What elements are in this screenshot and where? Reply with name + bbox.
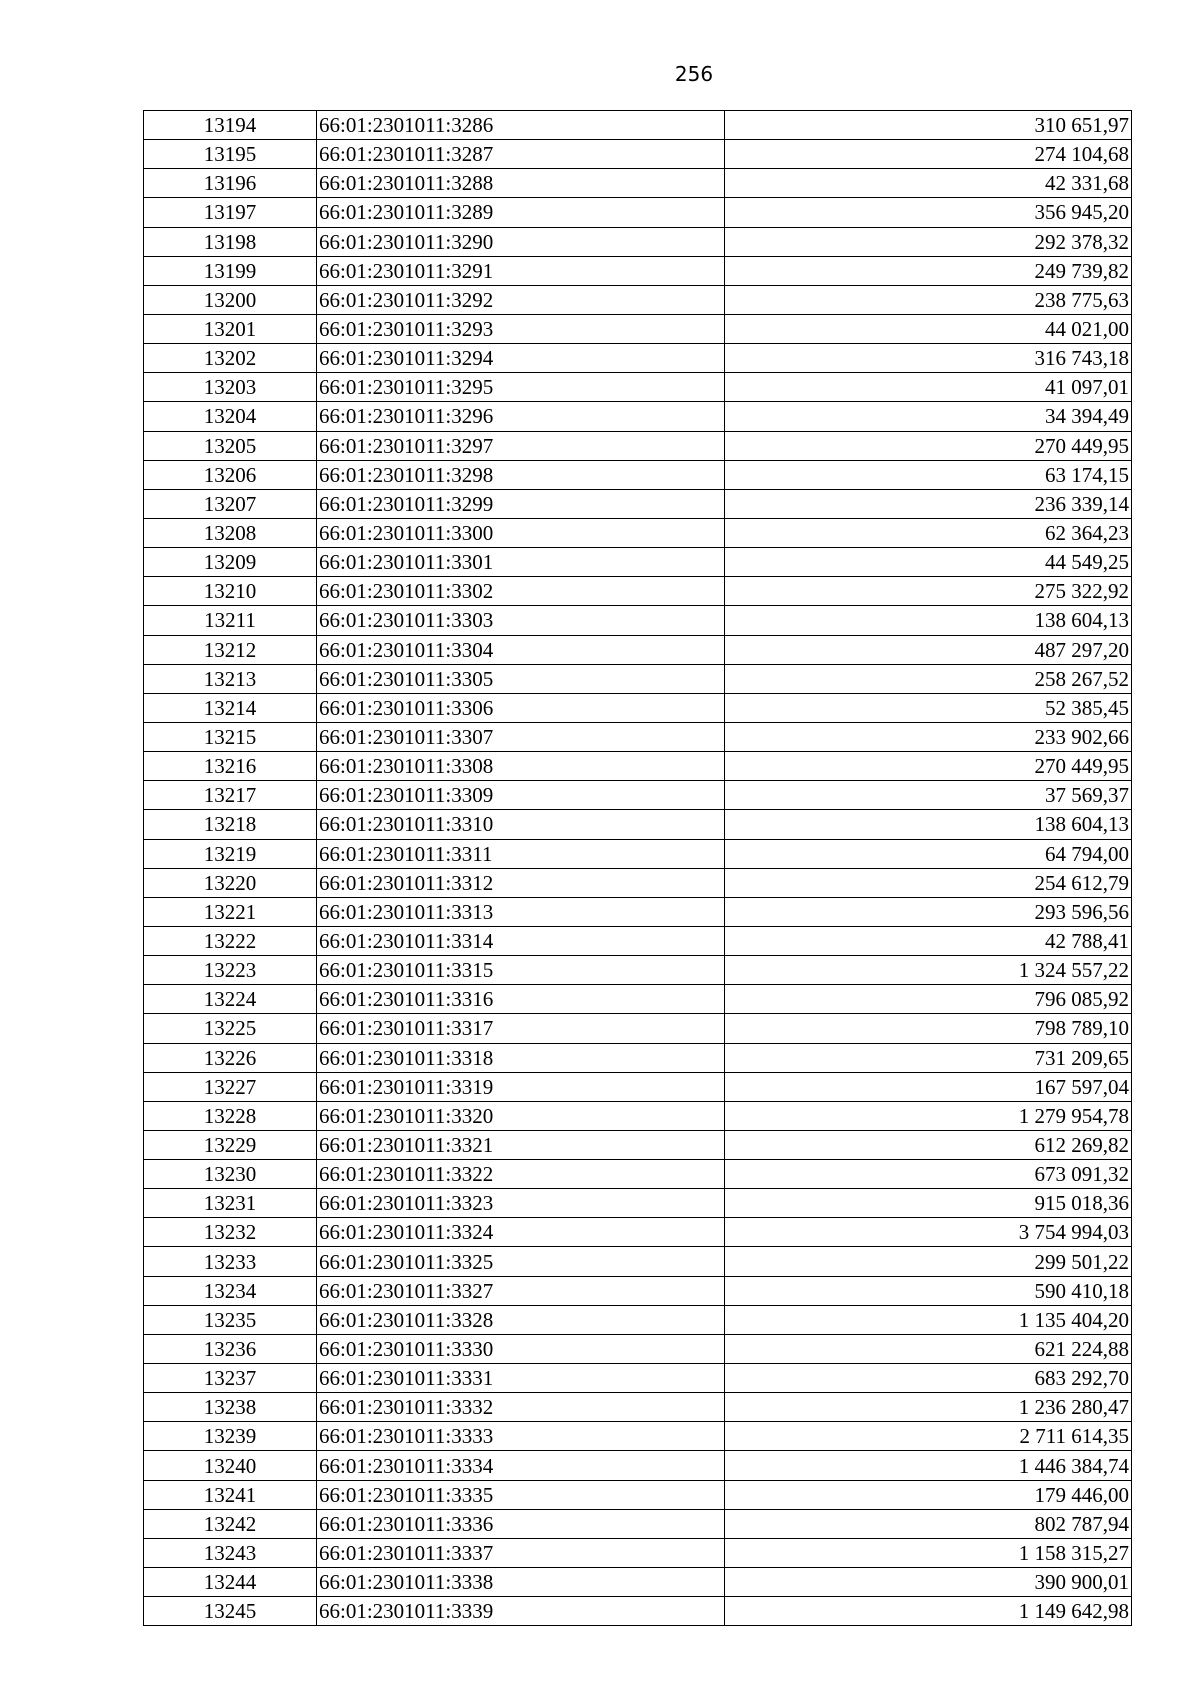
value-cell: 2 711 614,35 [725, 1422, 1132, 1451]
value-cell: 34 394,49 [725, 402, 1132, 431]
cadastral-number-cell: 66:01:2301011:3338 [317, 1568, 725, 1597]
cadastral-number-cell: 66:01:2301011:3296 [317, 402, 725, 431]
cadastral-number-cell: 66:01:2301011:3310 [317, 810, 725, 839]
table-row [144, 402, 1132, 431]
value-cell: 64 794,00 [725, 839, 1132, 868]
cadastral-number-cell: 66:01:2301011:3300 [317, 518, 725, 547]
row-number-cell: 13227 [144, 1072, 317, 1101]
table-row [144, 956, 1132, 985]
cadastral-number-cell: 66:01:2301011:3331 [317, 1364, 725, 1393]
row-number-cell: 13225 [144, 1014, 317, 1043]
cadastral-number-cell: 66:01:2301011:3290 [317, 227, 725, 256]
value-cell: 1 279 954,78 [725, 1101, 1132, 1130]
row-number-cell: 13231 [144, 1189, 317, 1218]
value-cell: 236 339,14 [725, 489, 1132, 518]
row-number-cell: 13242 [144, 1509, 317, 1538]
value-cell: 316 743,18 [725, 344, 1132, 373]
value-cell: 673 091,32 [725, 1160, 1132, 1189]
row-number-cell: 13232 [144, 1218, 317, 1247]
table-row [144, 810, 1132, 839]
cadastral-number-cell: 66:01:2301011:3307 [317, 722, 725, 751]
cadastral-number-cell: 66:01:2301011:3314 [317, 926, 725, 955]
cadastral-number-cell: 66:01:2301011:3304 [317, 635, 725, 664]
row-number-cell: 13205 [144, 431, 317, 460]
table-row [144, 1101, 1132, 1130]
cadastral-number-cell: 66:01:2301011:3335 [317, 1480, 725, 1509]
cadastral-number-cell: 66:01:2301011:3320 [317, 1101, 725, 1130]
row-number-cell: 13226 [144, 1043, 317, 1072]
table-row [144, 169, 1132, 198]
value-cell: 1 149 642,98 [725, 1597, 1132, 1626]
table-row [144, 926, 1132, 955]
row-number-cell: 13202 [144, 344, 317, 373]
row-number-cell: 13229 [144, 1130, 317, 1159]
cadastral-number-cell: 66:01:2301011:3311 [317, 839, 725, 868]
table-row [144, 285, 1132, 314]
table-row [144, 111, 1132, 140]
cadastral-number-cell: 66:01:2301011:3324 [317, 1218, 725, 1247]
cadastral-number-cell: 66:01:2301011:3337 [317, 1538, 725, 1567]
row-number-cell: 13244 [144, 1568, 317, 1597]
row-number-cell: 13198 [144, 227, 317, 256]
cadastral-table [143, 110, 1132, 1626]
value-cell: 270 449,95 [725, 431, 1132, 460]
table-row [144, 1393, 1132, 1422]
row-number-cell: 13230 [144, 1160, 317, 1189]
cadastral-number-cell: 66:01:2301011:3289 [317, 198, 725, 227]
table-row [144, 198, 1132, 227]
value-cell: 138 604,13 [725, 810, 1132, 839]
row-number-cell: 13216 [144, 752, 317, 781]
row-number-cell: 13220 [144, 868, 317, 897]
cadastral-number-cell: 66:01:2301011:3334 [317, 1451, 725, 1480]
table-row [144, 344, 1132, 373]
value-cell: 275 322,92 [725, 577, 1132, 606]
cadastral-number-cell: 66:01:2301011:3308 [317, 752, 725, 781]
table-row [144, 140, 1132, 169]
table-row [144, 518, 1132, 547]
table-row [144, 1218, 1132, 1247]
table-row [144, 693, 1132, 722]
cadastral-number-cell: 66:01:2301011:3302 [317, 577, 725, 606]
value-cell: 254 612,79 [725, 868, 1132, 897]
row-number-cell: 13194 [144, 111, 317, 140]
value-cell: 293 596,56 [725, 897, 1132, 926]
row-number-cell: 13235 [144, 1305, 317, 1334]
row-number-cell: 13239 [144, 1422, 317, 1451]
cadastral-number-cell: 66:01:2301011:3316 [317, 985, 725, 1014]
table-row [144, 1509, 1132, 1538]
table-row [144, 1334, 1132, 1363]
cadastral-number-cell: 66:01:2301011:3328 [317, 1305, 725, 1334]
cadastral-number-cell: 66:01:2301011:3315 [317, 956, 725, 985]
table-row [144, 1276, 1132, 1305]
value-cell: 138 604,13 [725, 606, 1132, 635]
table-row [144, 985, 1132, 1014]
table-row [144, 635, 1132, 664]
value-cell: 683 292,70 [725, 1364, 1132, 1393]
table-row [144, 752, 1132, 781]
value-cell: 44 021,00 [725, 314, 1132, 343]
table-body [144, 111, 1132, 1626]
value-cell: 63 174,15 [725, 460, 1132, 489]
cadastral-number-cell: 66:01:2301011:3332 [317, 1393, 725, 1422]
table-row [144, 577, 1132, 606]
table-row [144, 1422, 1132, 1451]
value-cell: 612 269,82 [725, 1130, 1132, 1159]
cadastral-number-cell: 66:01:2301011:3317 [317, 1014, 725, 1043]
table-row [144, 839, 1132, 868]
row-number-cell: 13199 [144, 256, 317, 285]
row-number-cell: 13236 [144, 1334, 317, 1363]
value-cell: 62 364,23 [725, 518, 1132, 547]
value-cell: 258 267,52 [725, 664, 1132, 693]
row-number-cell: 13212 [144, 635, 317, 664]
cadastral-number-cell: 66:01:2301011:3288 [317, 169, 725, 198]
row-number-cell: 13237 [144, 1364, 317, 1393]
value-cell: 44 549,25 [725, 548, 1132, 577]
value-cell: 796 085,92 [725, 985, 1132, 1014]
value-cell: 42 331,68 [725, 169, 1132, 198]
value-cell: 1 324 557,22 [725, 956, 1132, 985]
row-number-cell: 13234 [144, 1276, 317, 1305]
row-number-cell: 13223 [144, 956, 317, 985]
cadastral-number-cell: 66:01:2301011:3298 [317, 460, 725, 489]
table-row [144, 489, 1132, 518]
table-row [144, 868, 1132, 897]
cadastral-number-cell: 66:01:2301011:3301 [317, 548, 725, 577]
value-cell: 249 739,82 [725, 256, 1132, 285]
table-row [144, 227, 1132, 256]
row-number-cell: 13206 [144, 460, 317, 489]
cadastral-number-cell: 66:01:2301011:3321 [317, 1130, 725, 1159]
table-row [144, 1130, 1132, 1159]
table-row [144, 373, 1132, 402]
cadastral-number-cell: 66:01:2301011:3322 [317, 1160, 725, 1189]
cadastral-number-cell: 66:01:2301011:3330 [317, 1334, 725, 1363]
row-number-cell: 13240 [144, 1451, 317, 1480]
row-number-cell: 13197 [144, 198, 317, 227]
value-cell: 274 104,68 [725, 140, 1132, 169]
cadastral-number-cell: 66:01:2301011:3327 [317, 1276, 725, 1305]
cadastral-number-cell: 66:01:2301011:3287 [317, 140, 725, 169]
value-cell: 37 569,37 [725, 781, 1132, 810]
cadastral-number-cell: 66:01:2301011:3294 [317, 344, 725, 373]
table-row [144, 1189, 1132, 1218]
cadastral-number-cell: 66:01:2301011:3291 [317, 256, 725, 285]
table-row [144, 1597, 1132, 1626]
value-cell: 590 410,18 [725, 1276, 1132, 1305]
value-cell: 233 902,66 [725, 722, 1132, 751]
cadastral-number-cell: 66:01:2301011:3339 [317, 1597, 725, 1626]
table-row [144, 664, 1132, 693]
row-number-cell: 13233 [144, 1247, 317, 1276]
value-cell: 915 018,36 [725, 1189, 1132, 1218]
value-cell: 1 135 404,20 [725, 1305, 1132, 1334]
row-number-cell: 13207 [144, 489, 317, 518]
cadastral-number-cell: 66:01:2301011:3295 [317, 373, 725, 402]
row-number-cell: 13208 [144, 518, 317, 547]
row-number-cell: 13195 [144, 140, 317, 169]
row-number-cell: 13238 [144, 1393, 317, 1422]
value-cell: 52 385,45 [725, 693, 1132, 722]
value-cell: 41 097,01 [725, 373, 1132, 402]
row-number-cell: 13219 [144, 839, 317, 868]
row-number-cell: 13213 [144, 664, 317, 693]
cadastral-number-cell: 66:01:2301011:3312 [317, 868, 725, 897]
cadastral-number-cell: 66:01:2301011:3318 [317, 1043, 725, 1072]
row-number-cell: 13228 [144, 1101, 317, 1130]
value-cell: 310 651,97 [725, 111, 1132, 140]
value-cell: 167 597,04 [725, 1072, 1132, 1101]
table-row [144, 1072, 1132, 1101]
row-number-cell: 13209 [144, 548, 317, 577]
cadastral-number-cell: 66:01:2301011:3286 [317, 111, 725, 140]
cadastral-number-cell: 66:01:2301011:3323 [317, 1189, 725, 1218]
row-number-cell: 13201 [144, 314, 317, 343]
value-cell: 487 297,20 [725, 635, 1132, 664]
table-row [144, 314, 1132, 343]
cadastral-number-cell: 66:01:2301011:3299 [317, 489, 725, 518]
cadastral-number-cell: 66:01:2301011:3333 [317, 1422, 725, 1451]
cadastral-number-cell: 66:01:2301011:3313 [317, 897, 725, 926]
table-row [144, 606, 1132, 635]
row-number-cell: 13222 [144, 926, 317, 955]
value-cell: 238 775,63 [725, 285, 1132, 314]
table-row [144, 431, 1132, 460]
value-cell: 1 236 280,47 [725, 1393, 1132, 1422]
value-cell: 3 754 994,03 [725, 1218, 1132, 1247]
row-number-cell: 13241 [144, 1480, 317, 1509]
value-cell: 299 501,22 [725, 1247, 1132, 1276]
page-number: 256 [674, 62, 714, 86]
row-number-cell: 13218 [144, 810, 317, 839]
cadastral-number-cell: 66:01:2301011:3297 [317, 431, 725, 460]
row-number-cell: 13214 [144, 693, 317, 722]
table-row [144, 1160, 1132, 1189]
row-number-cell: 13203 [144, 373, 317, 402]
cadastral-number-cell: 66:01:2301011:3305 [317, 664, 725, 693]
cadastral-number-cell: 66:01:2301011:3303 [317, 606, 725, 635]
value-cell: 390 900,01 [725, 1568, 1132, 1597]
table-row [144, 781, 1132, 810]
row-number-cell: 13224 [144, 985, 317, 1014]
row-number-cell: 13196 [144, 169, 317, 198]
value-cell: 179 446,00 [725, 1480, 1132, 1509]
cadastral-number-cell: 66:01:2301011:3325 [317, 1247, 725, 1276]
row-number-cell: 13243 [144, 1538, 317, 1567]
row-number-cell: 13204 [144, 402, 317, 431]
value-cell: 1 446 384,74 [725, 1451, 1132, 1480]
value-cell: 802 787,94 [725, 1509, 1132, 1538]
table-row [144, 897, 1132, 926]
table-row [144, 1043, 1132, 1072]
cadastral-number-cell: 66:01:2301011:3292 [317, 285, 725, 314]
value-cell: 621 224,88 [725, 1334, 1132, 1363]
table-row [144, 1451, 1132, 1480]
table-row [144, 1305, 1132, 1334]
table-row [144, 460, 1132, 489]
table-row [144, 256, 1132, 285]
value-cell: 1 158 315,27 [725, 1538, 1132, 1567]
row-number-cell: 13245 [144, 1597, 317, 1626]
value-cell: 798 789,10 [725, 1014, 1132, 1043]
value-cell: 270 449,95 [725, 752, 1132, 781]
value-cell: 731 209,65 [725, 1043, 1132, 1072]
value-cell: 292 378,32 [725, 227, 1132, 256]
value-cell: 42 788,41 [725, 926, 1132, 955]
table-row [144, 722, 1132, 751]
row-number-cell: 13211 [144, 606, 317, 635]
row-number-cell: 13200 [144, 285, 317, 314]
cadastral-number-cell: 66:01:2301011:3319 [317, 1072, 725, 1101]
table-row [144, 1538, 1132, 1567]
table-row [144, 1568, 1132, 1597]
table-row [144, 1364, 1132, 1393]
table-row [144, 1014, 1132, 1043]
row-number-cell: 13215 [144, 722, 317, 751]
row-number-cell: 13210 [144, 577, 317, 606]
cadastral-number-cell: 66:01:2301011:3309 [317, 781, 725, 810]
row-number-cell: 13221 [144, 897, 317, 926]
cadastral-number-cell: 66:01:2301011:3336 [317, 1509, 725, 1538]
table-row [144, 548, 1132, 577]
value-cell: 356 945,20 [725, 198, 1132, 227]
table-row [144, 1480, 1132, 1509]
table-row [144, 1247, 1132, 1276]
cadastral-number-cell: 66:01:2301011:3293 [317, 314, 725, 343]
row-number-cell: 13217 [144, 781, 317, 810]
cadastral-number-cell: 66:01:2301011:3306 [317, 693, 725, 722]
